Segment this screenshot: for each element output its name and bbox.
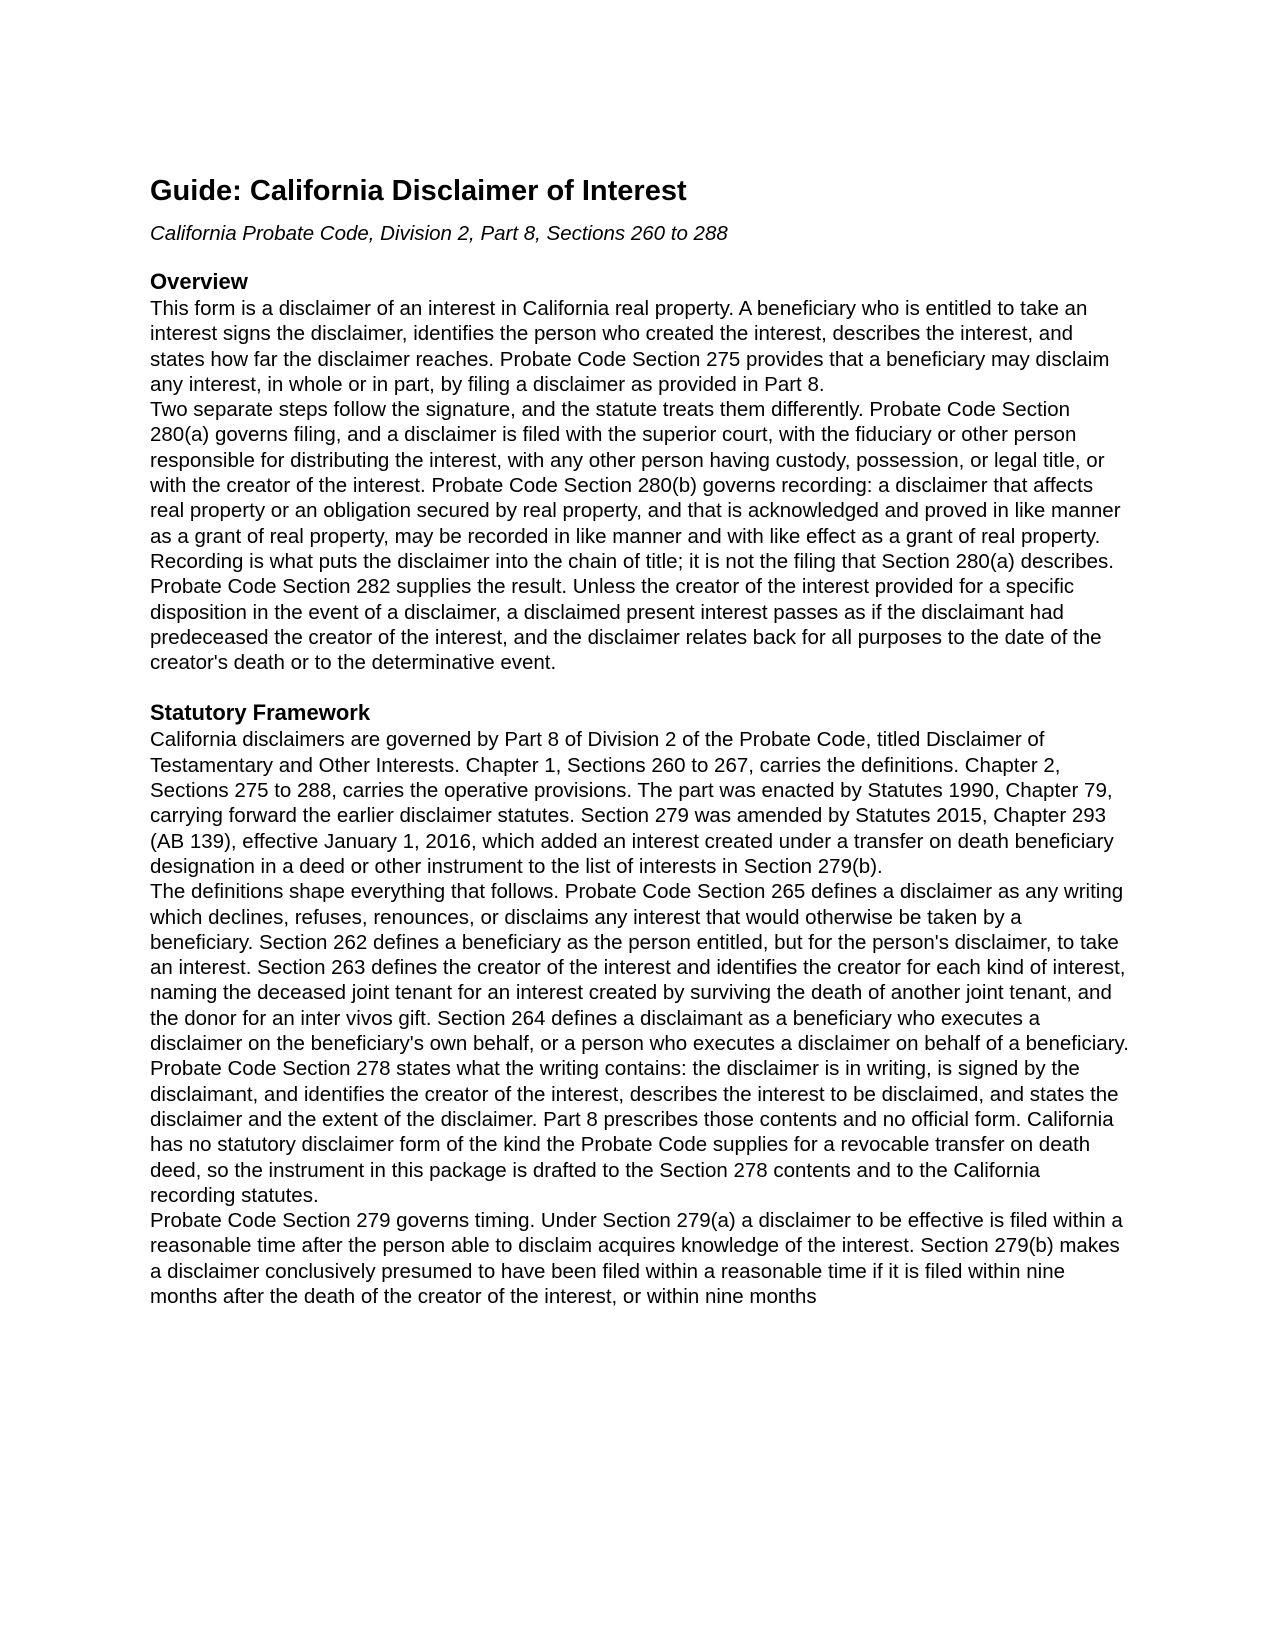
paragraph: California disclaimers are governed by Part 8 of Division 2 of the Probate Code, titled Disclaimer of Testamentary and Other Interests. Chapter 1, Sections 260 to 267, carries the definitions. Chapter 2, Sections 275 to 288, carries the operative provisions. The part was enacted by Statutes 1990, Chapter 79, carrying forward the earlier disclaimer statutes. Section 279 was amended by Statutes 2015, Chapter 293 (AB 139), effective January 1, 2016, which added an interest created under a transfer on death beneficiary designation in a deed or other instrument to the list of interests in Section 279(b). xyxy=(150,728,1114,878)
paragraph: Probate Code Section 279 governs timing. Under Section 279(a) a disclaimer to be effective is filed within a reasonable time after the person able to disclaim acquires knowledge of the interest. Section 279(b) makes a disclaimer conclusively presumed to have been filed within a reasonable time if it is filed within nine months after the death of the creator of the interest, or within nine months xyxy=(150,1209,1123,1308)
section-heading-overview: Overview xyxy=(150,269,248,294)
paragraph: Two separate steps follow the signature, and the statute treats them differently. Probate Code Section 280(a) governs filing, and a disclaimer is filed with the superior court, with the fiduciary or other person responsible for distributing the interest, with any other person having custody, possession, or legal title, or with the creator of the interest. Probate Code Section 280(b) governs recording: a disclaimer that affects real property or an obligation secured by real property, and that is acknowledged and proved in like manner as a grant of real property, may be recorded in like manner and with like effect as a grant of real property. Recording is what puts the disclaimer into the chain of title; it is not the filing that Section 280(a) describes. xyxy=(150,398,1121,573)
document-title: Guide: California Disclaimer of Interest xyxy=(150,175,687,207)
paragraph: The definitions shape everything that follows. Probate Code Section 265 defines a disclaimer as any writing which declines, refuses, renounces, or disclaims any interest that would otherwise be taken by a beneficiary. Section 262 defines a beneficiary as the person entitled, but for the person's disclaimer, to take an interest. Section 263 defines the creator of the interest and identifies the creator for each kind of interest, naming the deceased joint tenant for an interest created by surviving the death of another joint tenant, and the donor for an inter vivos gift. Section 264 defines a disclaimant as a beneficiary who executes a disclaimer on the beneficiary's own behalf, or a person who executes a disclaimer on behalf of a beneficiary. xyxy=(150,880,1129,1056)
paragraph: This form is a disclaimer of an interest in California real property. A beneficiary who is entitled to take an interest signs the disclaimer, identifies the person who created the interest, describes the interest, and states how far the disclaimer reaches. Probate Code Section 275 provides that a beneficiary may disclaim any interest, in whole or in part, by filing a disclaimer as provided in Part 8. xyxy=(150,297,1110,396)
document-page xyxy=(150,173,1130,1309)
document-subtitle: California Probate Code, Division 2, Part 8, Sections 260 to 288 xyxy=(150,222,728,245)
section-heading-statutory-framework: Statutory Framework xyxy=(150,700,371,726)
paragraph: Probate Code Section 278 states what the writing contains: the disclaimer is in writing, is signed by the disclaimant, and identifies the creator of the interest, describes the interest to be disclaimed, and states the disclaimer and the extent of the disclaimer. Part 8 prescribes those contents and no official form. California has no statutory disclaimer form of the kind the Probate Code supplies for a revocable transfer on death deed, so the instrument in this package is drafted to the Section 278 contents and to the California recording statutes. xyxy=(150,1057,1119,1207)
paragraph: Probate Code Section 282 supplies the result. Unless the creator of the interest provided for a specific disposition in the event of a disclaimer, a disclaimed present interest passes as if the disclaimant had predeceased the creator of the interest, and the disclaimer relates back for all purposes to the date of the creator's death or to the determinative event. xyxy=(150,575,1102,675)
